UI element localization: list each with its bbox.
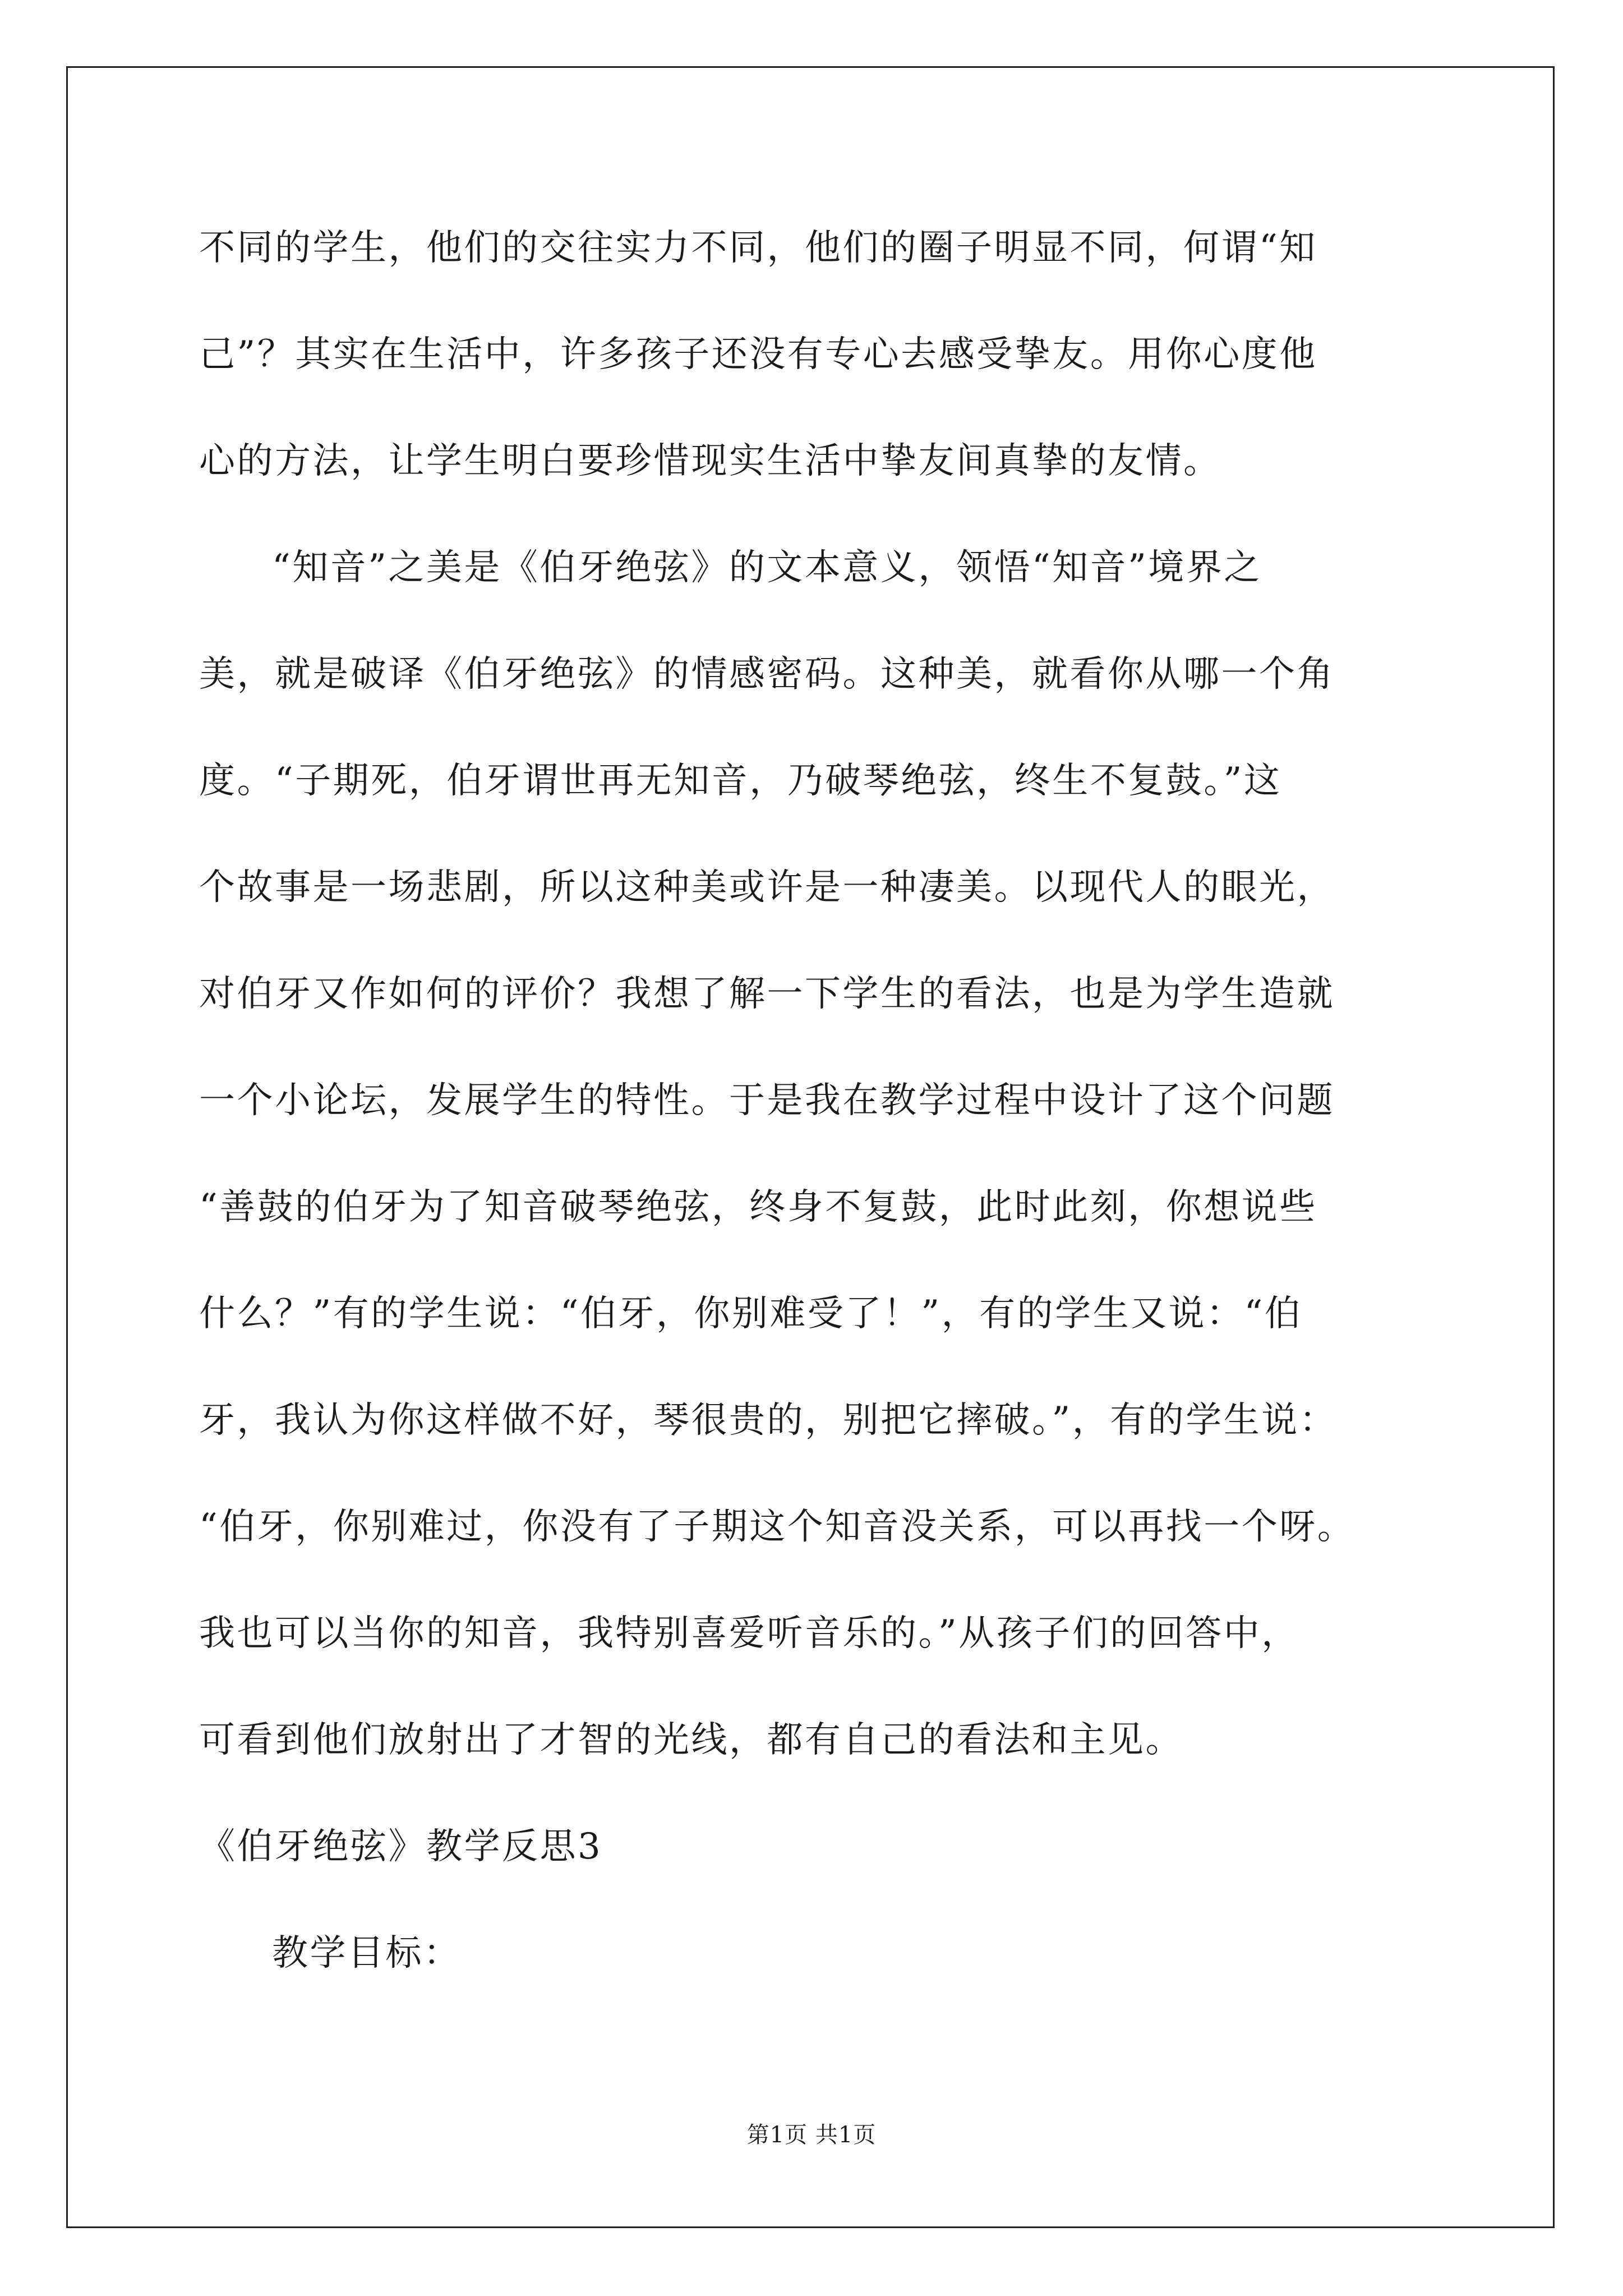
paragraph-2-line-3: 度。“子期死，伯牙谓世再无知音，乃破琴绝弦，终生不复鼓。”这 (199, 760, 1282, 802)
paragraph-2-line-1: “知音”之美是《伯牙绝弦》的文本意义，领悟“知音”境界之 (272, 547, 1262, 588)
paragraph-1-line-3: 心的方法，让学生明白要珍惜现实生活中挚友间真挚的友情。 (199, 440, 1221, 482)
page-border (66, 66, 1555, 2228)
paragraph-2-line-7: “善鼓的伯牙为了知音破琴绝弦，终身不复鼓，此时此刻，你想说些 (199, 1186, 1317, 1228)
page-footer: 第1页 共1页 (746, 2122, 877, 2148)
paragraph-2-line-10: “伯牙，你别难过，你没有了子期这个知音没关系，可以再找一个呀。 (199, 1506, 1355, 1548)
paragraph-2-line-2: 美，就是破译《伯牙绝弦》的情感密码。这种美，就看你从哪一个角 (199, 654, 1335, 695)
paragraph-2-line-8: 什么？”有的学生说：“伯牙，你别难受了！”，有的学生又说：“伯 (199, 1293, 1303, 1335)
paragraph-2-line-4: 个故事是一场悲剧，所以这种美或许是一种凄美。以现代人的眼光， (199, 867, 1335, 908)
section-title: 《伯牙绝弦》教学反思3 (199, 1826, 603, 1867)
paragraph-2-line-9: 牙，我认为你这样做不好，琴很贵的，别把它摔破。”，有的学生说： (199, 1400, 1338, 1441)
paragraph-2-line-5: 对伯牙又作如何的评价？我想了解一下学生的看法，也是为学生造就 (199, 973, 1335, 1015)
subheading-teaching-goals: 教学目标： (272, 1932, 462, 1974)
paragraph-2-line-6: 一个小论坛，发展学生的特性。于是我在教学过程中设计了这个问题 (199, 1080, 1335, 1121)
paragraph-2-line-11: 我也可以当你的知音，我特别喜爱听音乐的。”从孩子们的回答中， (199, 1613, 1299, 1654)
paragraph-1-line-2: 己”？其实在生活中，许多孩子还没有专心去感受挚友。用你心度他 (199, 334, 1317, 375)
paragraph-2-line-12: 可看到他们放射出了才智的光线，都有自己的看法和主见。 (199, 1719, 1183, 1761)
paragraph-1-line-1: 不同的学生，他们的交往实力不同，他们的圈子明显不同，何谓“知 (199, 227, 1317, 269)
